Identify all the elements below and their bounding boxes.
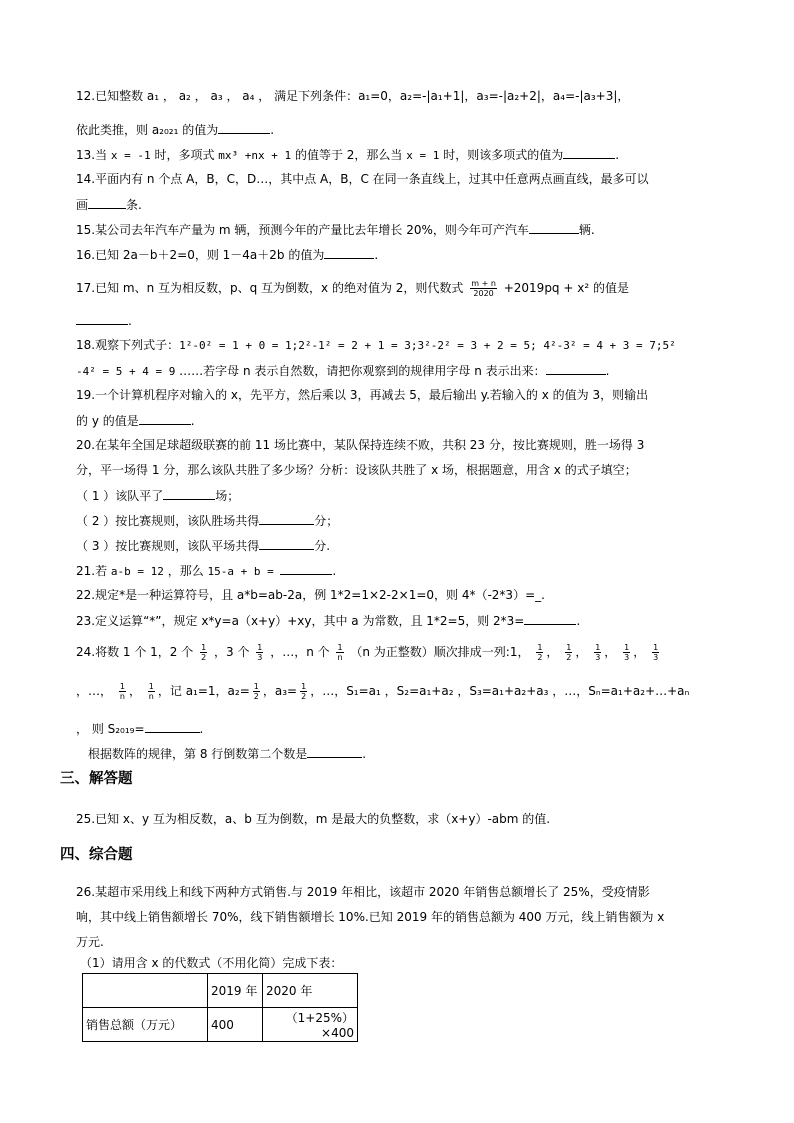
q24-ellipsis: ，…， [76, 684, 113, 698]
fraction-one-third [652, 643, 659, 662]
frac-den: 3 [257, 653, 263, 662]
question-13 [76, 146, 619, 164]
answer-blank-q19[interactable] [139, 412, 191, 425]
q13-expr-3: x = 1 [406, 149, 440, 162]
q13-text-3: 的值等于 2，那么当 [291, 148, 407, 162]
answer-blank-q24-2[interactable] [307, 745, 362, 758]
frac-den: n [148, 692, 154, 701]
q24-text-9: 根据数阵的规律，第 8 行倒数第二个数是 [88, 747, 308, 761]
q13-end: . [615, 148, 620, 162]
table-cell: （1+25%）×400 [263, 1008, 358, 1042]
question-14-line-2 [76, 196, 142, 214]
q24-text-3: ，…，n 个 [270, 645, 330, 659]
fraction-one-half [565, 643, 572, 662]
answer-blank-q20-3[interactable] [259, 537, 314, 550]
fraction-one-half [300, 682, 307, 701]
frac-num: 1 [624, 643, 630, 652]
q15-end: 辆. [578, 223, 595, 237]
comma: ， [575, 645, 588, 659]
frac-den: 2 [566, 653, 572, 662]
q21-expr-2: 15-a + b = [207, 565, 281, 578]
q17-text-1: 17.已知 m、n 互为相反数，p、q 互为倒数，x 的绝对值为 2，则代数式 [76, 281, 468, 295]
question-24-line-1 [76, 643, 662, 662]
answer-blank-q24[interactable] [145, 720, 200, 733]
frac-den: n [119, 692, 125, 701]
answer-blank-q12[interactable] [218, 121, 270, 134]
question-26-sub-1: （1）请用含 x 的代数式（不用化简）完成下表： [80, 956, 343, 970]
question-26-line-3: 万元. [76, 935, 104, 949]
q14-end: 条. [126, 198, 142, 212]
frac-num: 1 [653, 643, 659, 652]
q20-sub2-text: （ 2 ）按比赛规则，该队胜场共得 [76, 514, 260, 528]
q12-end: . [270, 123, 275, 137]
sales-table [82, 973, 358, 1042]
q17-text-2: +2019pq + x² 的值是 [499, 281, 629, 295]
answer-blank-q16[interactable] [324, 246, 374, 259]
table-header-row [83, 974, 358, 1008]
frac-num: 1 [595, 643, 601, 652]
question-12-line-2 [76, 121, 274, 139]
q24-end: . [199, 722, 204, 736]
q18-end: . [605, 364, 610, 378]
question-18-line-2 [76, 362, 609, 380]
question-19-line-2 [76, 412, 195, 430]
question-15 [76, 221, 595, 239]
answer-blank-q23[interactable] [524, 612, 576, 625]
q20-sub3-end: 分. [314, 539, 331, 553]
q13-text-4: 时，则该多项式的值为 [439, 148, 564, 162]
q18-expr-1: 1²-0² = 1 + 0 = 1;2²-1² = 2 + 1 = 3;3²-2² = 3 + 2 = 5; 4²-3² = 4 + 3 = 7;5² [179, 339, 676, 352]
q18-expr-2: -4² = 5 + 4 = 9 [76, 365, 176, 378]
answer-blank-q17[interactable] [76, 312, 128, 325]
q17-frac-num: m + n [471, 279, 496, 288]
frac-num: 1 [537, 643, 543, 652]
question-24-line-4 [88, 745, 366, 763]
frac-den: 3 [653, 653, 659, 662]
q15-text: 15.某公司去年汽车产量为 m 辆，预测今年的产量比去年增长 20%，则今年可产汽车 [76, 223, 529, 237]
question-24-line-2 [76, 682, 689, 701]
table-header-cell: 2019 年 [208, 974, 263, 1008]
question-18-line-1 [76, 337, 676, 354]
q18-text-2: ……若字母 n 表示自然数，请把你观察到的规律用字母 n 表示出来： [175, 364, 546, 378]
question-26-line-1: 26.某超市采用线上和线下两种方式销售.与 2019 年相比，该超市 2020 年销售总额增长了 25%，受疫情影 [76, 885, 650, 899]
question-14-line-1: 14.平面内有 n 个点 A，B，C，D…，其中点 A，B，C 在同一条直线上，过其中任意两点画直线，最多可以 [76, 172, 649, 186]
frac-num: 1 [301, 682, 307, 691]
q24-end-2: . [362, 747, 367, 761]
q20-sub1-end: 场； [215, 489, 240, 503]
fraction-one-half [200, 643, 207, 662]
question-20-sub-1 [76, 487, 239, 505]
q17-end: . [128, 314, 132, 328]
answer-blank-q14[interactable] [88, 196, 126, 209]
q23-text: 23.定义运算“*”，规定 x*y=a（x+y）+xy，其中 a 为常数，且 1*2=5，则 2*3= [76, 614, 525, 628]
question-25: 25.已知 x、y 互为相反数，a、b 互为倒数，m 是最大的负整数，求（x+y）-abm 的值. [76, 812, 551, 826]
comma: ， [604, 645, 617, 659]
frac-den: 3 [595, 653, 601, 662]
fraction-one-third [594, 643, 601, 662]
fraction-one-over-n [336, 643, 343, 662]
frac-den: 2 [301, 692, 307, 701]
q14-text: 画 [76, 198, 89, 212]
q18-text-1: 18.观察下列式子： [76, 338, 180, 352]
q24-text-4: （n 为正整数）顺次排成一列:1， [350, 645, 530, 659]
q12-text: 依此类推，则 a₂₀₂₁ 的值为 [76, 123, 219, 137]
answer-blank-q18[interactable] [546, 362, 606, 375]
question-26-line-2: 响，其中线上销售额增长 70%，线下销售额增长 10%.已知 2019 年的销售总额为 400 万元，线上销售额为 x [76, 910, 665, 924]
section-title-answer-questions: 三、解答题 [60, 771, 133, 787]
frac-num: 1 [148, 682, 154, 691]
fraction-one-over-n [148, 682, 155, 701]
q24-text-7: ，…，S₁=a₁ ，S₂=a₁+a₂ ，S₃=a₁+a₂+a₃ ，…，Sₙ=a₁+a₂+…+aₙ [310, 684, 690, 698]
q19-text: 的 y 的值是 [76, 414, 139, 428]
table-cell: 销售总额（万元） [83, 1008, 208, 1042]
table-header-cell [83, 974, 208, 1008]
comma: ， [128, 684, 141, 698]
question-20-sub-2 [76, 512, 338, 530]
question-19-line-1: 19.一个计算机程序对输入的 x，先平方，然后乘以 3，再减去 5，最后输出 y.若输入的 x 的值为 3，则输出 [76, 388, 649, 402]
question-12-line-1: 12.已知整数 a₁ ， a₂ ， a₃ ， a₄ ， 满足下列条件：a₁=0，a₂=-|a₁+1|，a₃=-|a₂+2|，a₄=-|a₃+3|， [76, 89, 630, 103]
fraction-one-third [256, 643, 263, 662]
frac-num: 1 [201, 643, 207, 652]
frac-num: 1 [253, 682, 259, 691]
q20-sub1-text: （ 1 ）该队平了 [76, 489, 164, 503]
question-16 [76, 246, 378, 264]
q21-end: . [332, 564, 337, 578]
q16-end: . [374, 248, 379, 262]
question-21 [76, 562, 336, 580]
question-17-line-2 [76, 312, 132, 330]
q16-text: 16.已知 2a－b＋2=0，则 1－4a＋2b 的值为 [76, 248, 325, 262]
q17-fraction [470, 279, 497, 298]
frac-num: 1 [566, 643, 572, 652]
q24-text-2: ，3 个 [214, 645, 250, 659]
comma: ， [546, 645, 559, 659]
frac-num: 1 [337, 643, 343, 652]
question-20-line-2: 分，平一场得 1 分，那么该队共胜了多少场？分析：设该队共胜了 x 场，根据题意，用含 x 的式子填空； [76, 463, 637, 477]
answer-blank-q21[interactable] [280, 562, 332, 575]
answer-blank-q15[interactable] [529, 221, 579, 234]
question-17-line-1 [76, 279, 629, 298]
fraction-one-half [253, 682, 260, 701]
fraction-one-over-n [119, 682, 126, 701]
q24-text-8: ， 则 S₂₀₁₉= [76, 722, 145, 736]
section-title-comprehensive: 四、综合题 [60, 847, 133, 863]
question-22: 22.规定*是一种运算符号，且 a*b=ab-2a，例 1*2=1×2-2×1=0，则 4*（-2*3）=_. [76, 588, 545, 602]
answer-blank-q13[interactable] [563, 146, 615, 159]
answer-blank-q20-2[interactable] [259, 512, 314, 525]
q24-text-1: 24.将数 1 个 1，2 个 [76, 645, 194, 659]
q19-end: . [190, 414, 195, 428]
table-header-cell: 2020 年 [263, 974, 358, 1008]
frac-num: 1 [119, 682, 125, 691]
q24-text-5: ，记 a₁=1，a₂= [157, 684, 250, 698]
fraction-one-third [623, 643, 630, 662]
frac-den: n [337, 653, 343, 662]
question-20-line-1: 20.在某年全国足球超级联赛的前 11 场比赛中，某队保持连续不败，共积 23 分，按比赛规则，胜一场得 3 [76, 438, 645, 452]
comma: ， [633, 645, 646, 659]
frac-den: 2 [253, 692, 259, 701]
q13-expr-1: x = -1 [110, 149, 151, 162]
q13-text-1: 13.当 [76, 148, 111, 162]
q17-frac-den: 2020 [473, 289, 494, 298]
frac-den: 3 [624, 653, 630, 662]
frac-den: 2 [201, 653, 207, 662]
question-23 [76, 612, 580, 630]
question-20-sub-3 [76, 537, 330, 555]
frac-num: 1 [257, 643, 263, 652]
q20-sub3-text: （ 3 ）按比赛规则，该队平场共得 [76, 539, 260, 553]
table-row [83, 1008, 358, 1042]
fraction-one-half [536, 643, 543, 662]
q20-sub2-end: 分； [314, 514, 339, 528]
table-cell: 400 [208, 1008, 263, 1042]
q21-expr-1: a-b = 12 [110, 565, 164, 578]
q21-text-1: 21.若 [76, 564, 111, 578]
q23-end: . [576, 614, 581, 628]
q24-text-6: ，a₃= [262, 684, 298, 698]
answer-blank-q20-1[interactable] [163, 487, 215, 500]
q21-text-2: ，那么 [163, 564, 208, 578]
frac-den: 2 [537, 653, 543, 662]
q13-expr-2: mx³ +nx + 1 [218, 149, 292, 162]
question-24-line-3 [76, 720, 203, 738]
q13-text-2: 时，多项式 [150, 148, 219, 162]
